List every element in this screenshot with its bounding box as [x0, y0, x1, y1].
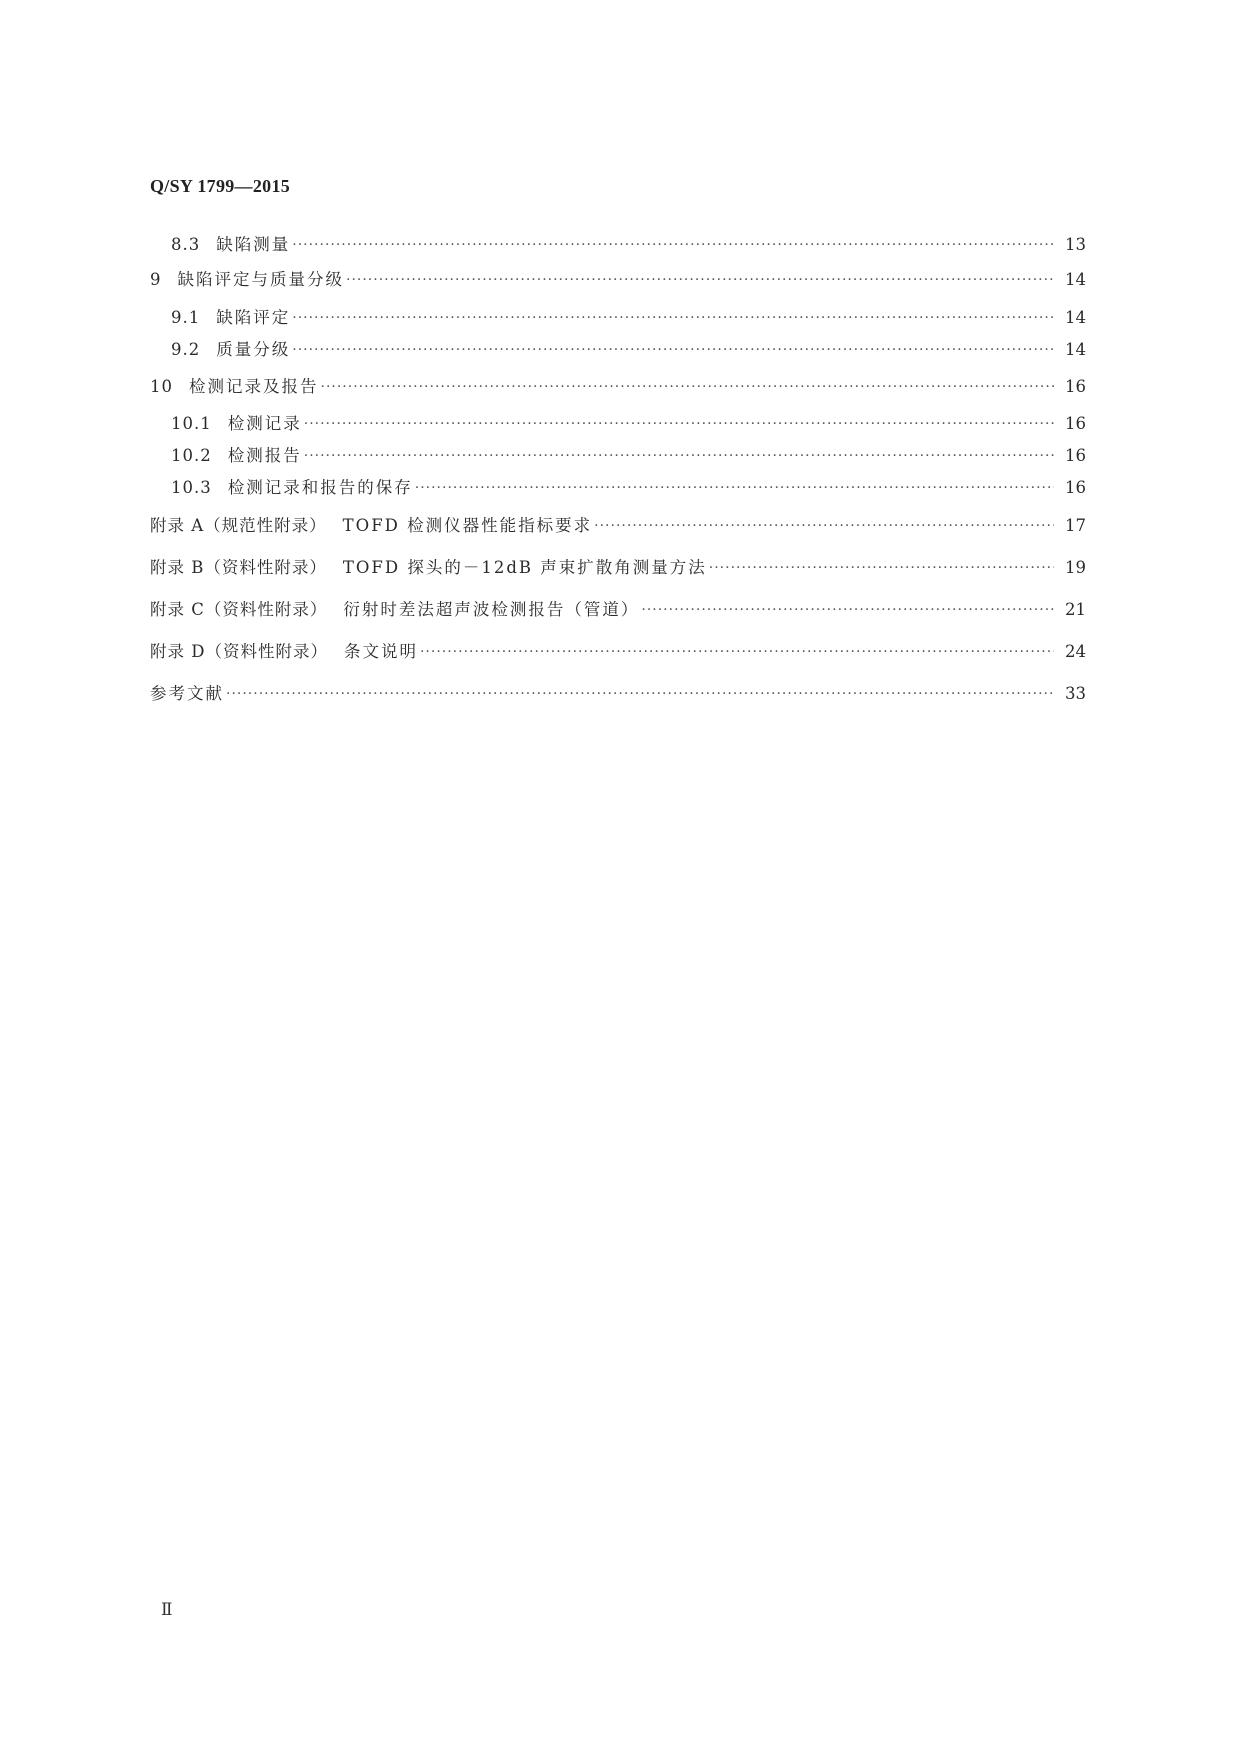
- toc-dot-leader: [292, 305, 1054, 331]
- toc-entry-page: 13: [1065, 235, 1086, 254]
- toc-entry-10[interactable]: [150, 374, 1086, 400]
- toc-entry-number: 附录 C（资料性附录）: [150, 600, 328, 619]
- toc-entry-8-3[interactable]: [150, 232, 1086, 258]
- toc-dot-leader: [346, 267, 1054, 293]
- toc-entry-page: 14: [1065, 270, 1086, 289]
- toc-entry-number: 附录 B（资料性附录）: [150, 558, 327, 577]
- toc-entry-number: 10.2: [171, 446, 212, 465]
- toc-entry-number: 9.1: [171, 308, 201, 327]
- toc-entry-page: 14: [1065, 308, 1086, 327]
- toc-entry-page: 19: [1065, 558, 1086, 577]
- toc-entry-number: 9: [150, 270, 162, 289]
- toc-entry-title: 衍射时差法超声波检测报告（管道）: [343, 600, 640, 619]
- page-number: Ⅱ: [161, 1600, 173, 1620]
- toc-entry-page: 17: [1065, 516, 1086, 535]
- toc-entry-page: 16: [1065, 377, 1086, 396]
- toc-dot-leader: [292, 337, 1054, 363]
- toc-entry-9[interactable]: [150, 267, 1086, 293]
- toc-entry-appendix-a[interactable]: [150, 513, 1086, 539]
- toc-entry-page: 16: [1065, 478, 1086, 497]
- toc-entry-number: 10: [150, 377, 173, 396]
- toc-dot-leader: [709, 555, 1054, 581]
- toc-entry-10-2[interactable]: [150, 443, 1086, 469]
- toc-entry-page: 21: [1065, 600, 1086, 619]
- toc-dot-leader: [304, 411, 1054, 437]
- toc-entry-number: 8.3: [171, 235, 201, 254]
- toc-entry-title: 缺陷测量: [216, 235, 291, 254]
- toc-entry-appendix-d[interactable]: [150, 639, 1086, 665]
- toc-entry-title: 缺陷评定与质量分级: [177, 270, 344, 289]
- toc-entry-number: 10.3: [171, 478, 212, 497]
- toc-entry-title: 条文说明: [343, 642, 418, 661]
- toc-entry-number: 附录 A（规范性附录）: [150, 516, 327, 535]
- toc-entry-title: 检测记录: [227, 414, 302, 433]
- toc-entry-page: 33: [1065, 684, 1086, 703]
- toc-entry-title: 缺陷评定: [216, 308, 291, 327]
- toc-entry-number: 10.1: [171, 414, 212, 433]
- toc-entry-references[interactable]: [150, 681, 1086, 707]
- toc-entry-appendix-c[interactable]: [150, 597, 1086, 623]
- toc-entry-9-2[interactable]: [150, 337, 1086, 363]
- toc-dot-leader: [594, 513, 1054, 539]
- toc-entry-title: 检测记录及报告: [189, 377, 319, 396]
- toc-entry-appendix-b[interactable]: [150, 555, 1086, 581]
- toc-dot-leader: [420, 639, 1054, 665]
- toc-entry-page: 16: [1065, 414, 1086, 433]
- toc-dot-leader: [641, 597, 1054, 623]
- toc-entry-page: 24: [1065, 642, 1086, 661]
- toc-entry-title: TOFD 探头的－12dB 声束扩散角测量方法: [342, 558, 707, 577]
- toc-entry-title: TOFD 检测仪器性能指标要求: [342, 516, 593, 535]
- toc-dot-leader: [304, 443, 1054, 469]
- toc-entry-title: 检测报告: [227, 446, 302, 465]
- toc-entry-title: 参考文献: [150, 684, 224, 703]
- toc-entry-number: 附录 D（资料性附录）: [150, 642, 328, 661]
- toc-entry-10-3[interactable]: [150, 475, 1086, 501]
- toc-entry-page: 16: [1065, 446, 1086, 465]
- toc-entry-number: 9.2: [171, 340, 201, 359]
- toc-entry-title: 质量分级: [216, 340, 291, 359]
- toc-dot-leader: [226, 681, 1054, 707]
- toc-dot-leader: [292, 232, 1054, 258]
- document-code-header: Q/SY 1799—2015: [150, 176, 291, 196]
- toc-entry-page: 14: [1065, 340, 1086, 359]
- toc-dot-leader: [415, 475, 1054, 501]
- toc-entry-title: 检测记录和报告的保存: [227, 478, 413, 497]
- toc-dot-leader: [321, 374, 1055, 400]
- toc-entry-9-1[interactable]: [150, 305, 1086, 331]
- toc-entry-10-1[interactable]: [150, 411, 1086, 437]
